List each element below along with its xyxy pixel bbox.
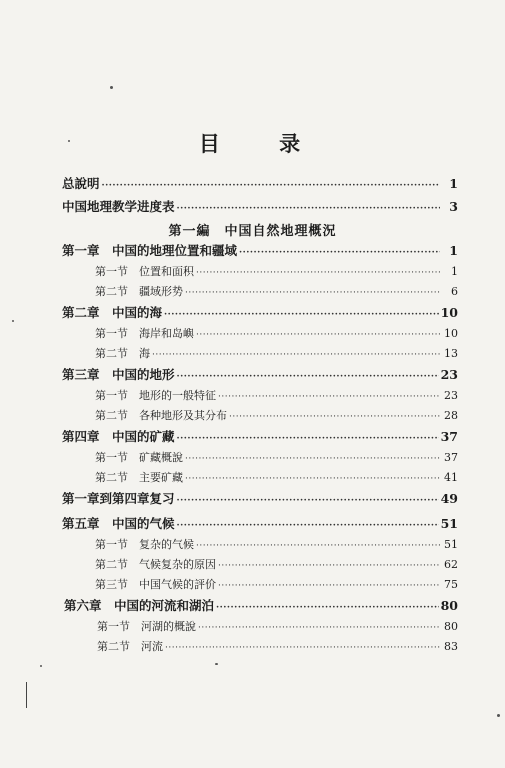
dot-leader xyxy=(177,201,440,217)
toc-entry-label: 第一章到第四章复习 xyxy=(62,491,175,506)
dot-leader xyxy=(185,471,440,487)
toc-entry-label: 第四章 中国的矿藏 xyxy=(62,429,175,444)
ink-speck xyxy=(215,663,218,665)
toc-entry-label: 第二章 中国的海 xyxy=(62,305,163,320)
toc-section xyxy=(95,450,458,466)
toc-entry-page: 37 xyxy=(444,451,458,464)
toc-entry-page: 41 xyxy=(444,471,458,484)
toc-entry-label: 第二节 海 xyxy=(95,347,150,360)
dot-leader xyxy=(218,578,440,594)
dot-leader xyxy=(196,265,440,281)
toc-entry-page: 62 xyxy=(444,558,458,571)
toc-entry xyxy=(62,199,458,215)
part-heading: 第一編 中国自然地理概況 xyxy=(168,224,337,239)
toc-entry-label: 第二节 疆域形势 xyxy=(95,285,183,298)
toc-entry-label: 第一节 矿藏概說 xyxy=(95,451,183,464)
toc-entry-label: 第二节 气候复杂的原因 xyxy=(95,558,216,571)
toc-entry-page: 13 xyxy=(444,347,458,360)
toc-chapter xyxy=(62,367,458,383)
dot-leader xyxy=(102,178,440,194)
ink-speck xyxy=(110,86,113,89)
dot-leader xyxy=(185,285,440,301)
toc-entry-page: 10 xyxy=(440,305,458,320)
page-edge-mark xyxy=(26,682,27,708)
toc-section xyxy=(95,537,458,553)
toc-section xyxy=(95,326,458,342)
toc-entry-page: 49 xyxy=(440,491,458,506)
toc-entry-label: 第一节 位置和面积 xyxy=(95,265,194,278)
toc-entry-page: 6 xyxy=(451,285,458,298)
toc-entry-page: 23 xyxy=(440,367,458,382)
toc-chapter xyxy=(64,598,458,614)
toc-entry-page: 51 xyxy=(440,516,458,531)
toc-entry-page: 51 xyxy=(444,538,458,551)
toc-chapter xyxy=(62,243,458,259)
toc-entry-page: 10 xyxy=(444,327,458,340)
toc-entry-page: 80 xyxy=(440,598,458,613)
toc-entry-page: 3 xyxy=(449,199,458,214)
toc-entry-page: 1 xyxy=(449,243,458,258)
dot-leader xyxy=(177,431,439,447)
toc-entry-label: 第二节 主要矿藏 xyxy=(95,471,183,484)
dot-leader xyxy=(218,558,440,574)
dot-leader xyxy=(196,327,440,343)
toc-entry-page: 75 xyxy=(444,578,458,591)
toc-entry-label: 第五章 中国的气候 xyxy=(62,516,175,531)
dot-leader xyxy=(152,347,440,363)
dot-leader xyxy=(177,493,439,509)
toc-entry-label: 第一节 海岸和岛嶼 xyxy=(95,327,194,340)
toc-entry-label: 第二节 各种地形及其分布 xyxy=(95,409,227,422)
toc-entry-page: 23 xyxy=(444,389,458,402)
toc-chapter xyxy=(62,305,458,321)
toc-section xyxy=(95,577,458,593)
dot-leader xyxy=(216,600,439,616)
ink-speck xyxy=(68,140,70,142)
toc-entry xyxy=(62,176,458,192)
dot-leader xyxy=(177,518,439,534)
toc-chapter xyxy=(62,429,458,445)
dot-leader xyxy=(185,451,440,467)
toc-entry-label: 第三节 中国气候的評价 xyxy=(95,578,216,591)
dot-leader xyxy=(198,620,440,636)
toc-section xyxy=(95,557,458,573)
toc-entry-page: 28 xyxy=(444,409,458,422)
toc-section xyxy=(97,639,458,655)
toc-entry-label: 第二节 河流 xyxy=(97,640,163,653)
toc-entry-page: 37 xyxy=(440,429,458,444)
dot-leader xyxy=(164,307,439,323)
toc-entry-label: 第一节 地形的一般特征 xyxy=(95,389,216,402)
toc-section xyxy=(95,264,458,280)
toc-entry-page: 1 xyxy=(449,176,458,191)
toc-entry-label: 第一节 河湖的概說 xyxy=(97,620,196,633)
page-title: 目 录 xyxy=(198,131,327,156)
toc-chapter xyxy=(62,491,458,507)
toc-section xyxy=(95,388,458,404)
ink-speck xyxy=(40,665,42,667)
toc-section xyxy=(95,346,458,362)
toc-entry-page: 80 xyxy=(444,620,458,633)
toc-entry-page: 83 xyxy=(444,640,458,653)
toc-entry-label: 第一章 中国的地理位置和疆域 xyxy=(62,243,238,258)
toc-section xyxy=(95,284,458,300)
dot-leader xyxy=(196,538,440,554)
toc-chapter xyxy=(62,516,458,532)
toc-entry-label: 第六章 中国的河流和湖泊 xyxy=(64,598,215,613)
toc-section xyxy=(95,408,458,424)
dot-leader xyxy=(165,640,440,656)
ink-speck xyxy=(12,320,14,322)
toc-entry-label: 第一节 复杂的气候 xyxy=(95,538,194,551)
toc-entry-page: 1 xyxy=(451,265,458,278)
dot-leader xyxy=(177,369,439,385)
toc-entry-label: 总說明 xyxy=(62,176,100,191)
dot-leader xyxy=(218,389,440,405)
toc-entry-label: 第三章 中国的地形 xyxy=(62,367,175,382)
ink-speck xyxy=(497,714,500,717)
toc-section xyxy=(95,470,458,486)
toc-section xyxy=(97,619,458,635)
toc-entry-label: 中国地理教学进度表 xyxy=(62,199,175,214)
dot-leader xyxy=(239,245,440,261)
dot-leader xyxy=(229,409,440,425)
